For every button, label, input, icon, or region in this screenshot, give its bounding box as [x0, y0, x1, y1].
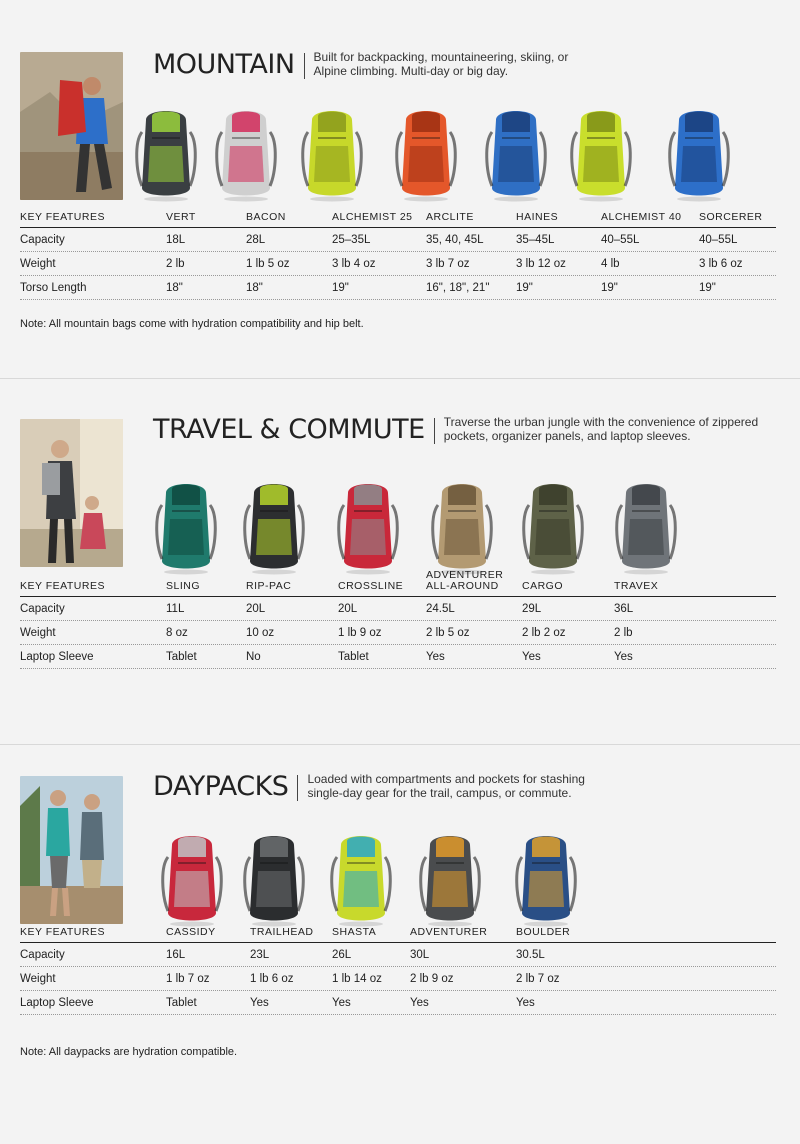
backpack-image — [212, 102, 280, 202]
table-row — [20, 228, 776, 252]
table-cell: Tablet — [338, 651, 369, 663]
table-cell: 28L — [246, 234, 266, 246]
table-cell: 2 lb 7 oz — [516, 973, 560, 985]
product-name: BACON — [246, 211, 286, 223]
table-row — [20, 621, 776, 645]
daypack-note: Note: All daypacks are hydration compatible. — [20, 1046, 238, 1058]
table-cell: 2 lb — [166, 258, 185, 270]
daypacks-section — [0, 744, 800, 1144]
table-cell: 1 lb 14 oz — [332, 973, 382, 985]
product-name: CROSSLINE — [338, 580, 404, 592]
table-cell: 40–55L — [601, 234, 640, 246]
travel-commute-section — [0, 378, 800, 744]
table-cell: 1 lb 5 oz — [246, 258, 290, 270]
table-cell: Yes — [332, 997, 351, 1009]
backpack-image — [132, 102, 200, 202]
table-row — [20, 967, 776, 991]
key-features-label: KEY FEATURES — [20, 211, 105, 223]
section-description: Traverse the urban jungle with the convenience of zippered pockets, organizer panels, and laptop sleeves. — [443, 415, 759, 443]
table-cell: 19" — [699, 282, 716, 294]
table-cell: 3 lb 7 oz — [426, 258, 470, 270]
heading-divider — [304, 53, 305, 79]
table-cell: 18" — [246, 282, 263, 294]
mountain-bags — [0, 92, 800, 202]
table-cell: 23L — [250, 949, 270, 961]
table-cell: 20L — [246, 603, 266, 615]
row-label: Weight — [20, 627, 56, 639]
backpack-image — [327, 827, 395, 927]
table-cell: 18L — [166, 234, 186, 246]
row-label: Capacity — [20, 603, 65, 615]
table-cell: 30L — [410, 949, 430, 961]
table-cell: 11L — [166, 603, 185, 615]
product-name: TRAILHEAD — [250, 926, 314, 938]
table-cell: 26L — [332, 949, 352, 961]
table-cell: 40–55L — [699, 234, 738, 246]
table-row — [20, 252, 776, 276]
product-name: HAINES — [516, 211, 559, 223]
backpack-image — [240, 475, 308, 575]
product-name: CASSIDY — [166, 926, 216, 938]
table-cell: 2 lb 5 oz — [426, 627, 470, 639]
backpack-image — [298, 102, 366, 202]
backpack-image — [240, 827, 308, 927]
backpack-image — [482, 102, 550, 202]
table-cell: 1 lb 9 oz — [338, 627, 382, 639]
row-label: Weight — [20, 258, 56, 270]
table-row — [20, 645, 776, 669]
table-row — [20, 597, 776, 621]
section-description: Built for backpacking, mountaineering, skiing, or Alpine climbing. Multi-day or big day. — [313, 50, 569, 78]
product-name: RIP-PAC — [246, 580, 292, 592]
table-cell: Yes — [250, 997, 269, 1009]
table-cell: 1 lb 7 oz — [166, 973, 210, 985]
table-cell: 19" — [332, 282, 349, 294]
product-name: SORCERER — [699, 211, 763, 223]
row-label: Capacity — [20, 234, 65, 246]
product-name: BOULDER — [516, 926, 571, 938]
daypack-spec-table — [20, 921, 776, 1015]
backpack-image — [567, 102, 635, 202]
travel-spec-table — [20, 569, 776, 669]
backpack-image — [428, 475, 496, 575]
mountain-heading — [153, 50, 604, 80]
table-cell: 20L — [338, 603, 358, 615]
table-row — [20, 943, 776, 967]
table-cell: 10 oz — [246, 627, 275, 639]
mountain-section — [0, 0, 800, 378]
row-label: Capacity — [20, 949, 65, 961]
backpack-image — [612, 475, 680, 575]
daypacks-heading — [153, 772, 607, 802]
backpack-image — [519, 475, 587, 575]
table-cell: No — [246, 651, 261, 663]
product-name: ALCHEMIST 25 — [332, 211, 413, 223]
section-title: TRAVEL & COMMUTE — [153, 414, 425, 445]
table-cell: 2 lb 2 oz — [522, 627, 566, 639]
table-cell: 3 lb 6 oz — [699, 258, 743, 270]
table-cell: Yes — [426, 651, 445, 663]
table-cell: 16L — [166, 949, 186, 961]
backpack-image — [512, 827, 580, 927]
table-cell: 24.5L — [426, 603, 455, 615]
table-cell: 36L — [614, 603, 634, 615]
table-cell: 8 oz — [166, 627, 188, 639]
table-cell: 4 lb — [601, 258, 620, 270]
backpack-image — [392, 102, 460, 202]
product-name: ADVENTURER ALL-AROUND — [426, 569, 504, 592]
table-cell: 19" — [516, 282, 533, 294]
table-row — [20, 276, 776, 300]
product-name: ADVENTURER — [410, 926, 488, 938]
table-cell: 2 lb — [614, 627, 633, 639]
table-cell: 35, 40, 45L — [426, 234, 484, 246]
row-label: Laptop Sleeve — [20, 651, 94, 663]
table-header — [20, 921, 776, 943]
product-name: VERT — [166, 211, 196, 223]
product-name: TRAVEX — [614, 580, 659, 592]
travel-bags — [0, 465, 800, 575]
table-cell: Yes — [522, 651, 541, 663]
mountain-note: Note: All mountain bags come with hydration compatibility and hip belt. — [20, 318, 364, 330]
product-name: ALCHEMIST 40 — [601, 211, 682, 223]
product-name: SHASTA — [332, 926, 377, 938]
row-label: Torso Length — [20, 282, 87, 294]
table-cell: 30.5L — [516, 949, 545, 961]
backpack-image — [152, 475, 220, 575]
mountain-spec-table — [20, 206, 776, 300]
table-cell: 1 lb 6 oz — [250, 973, 294, 985]
backpack-image — [334, 475, 402, 575]
backpack-image — [665, 102, 733, 202]
row-label: Weight — [20, 973, 56, 985]
backpack-image — [158, 827, 226, 927]
table-cell: 2 lb 9 oz — [410, 973, 454, 985]
table-cell: 29L — [522, 603, 542, 615]
table-cell: 25–35L — [332, 234, 371, 246]
key-features-label: KEY FEATURES — [20, 926, 105, 938]
product-name: CARGO — [522, 580, 564, 592]
table-row — [20, 991, 776, 1015]
table-cell: 16", 18", 21" — [426, 282, 490, 294]
section-description: Loaded with compartments and pockets for stashing single-day gear for the trail, campus, or commute. — [307, 772, 585, 800]
row-label: Laptop Sleeve — [20, 997, 94, 1009]
table-cell: Yes — [614, 651, 633, 663]
travel-heading — [153, 415, 764, 445]
table-cell: Yes — [516, 997, 535, 1009]
table-cell: 3 lb 4 oz — [332, 258, 376, 270]
table-header — [20, 569, 776, 597]
product-name: ARCLITE — [426, 211, 474, 223]
product-name: SLING — [166, 580, 201, 592]
table-cell: Tablet — [166, 651, 197, 663]
table-cell: Yes — [410, 997, 429, 1009]
table-cell: 18" — [166, 282, 183, 294]
heading-divider — [434, 418, 435, 444]
table-cell: 19" — [601, 282, 618, 294]
daypack-bags — [0, 817, 800, 927]
table-header — [20, 206, 776, 228]
table-cell: Tablet — [166, 997, 197, 1009]
backpack-image — [416, 827, 484, 927]
table-cell: 3 lb 12 oz — [516, 258, 566, 270]
section-title: MOUNTAIN — [153, 49, 295, 80]
heading-divider — [297, 775, 298, 801]
section-title: DAYPACKS — [153, 771, 289, 802]
key-features-label: KEY FEATURES — [20, 580, 105, 592]
table-cell: 35–45L — [516, 234, 555, 246]
